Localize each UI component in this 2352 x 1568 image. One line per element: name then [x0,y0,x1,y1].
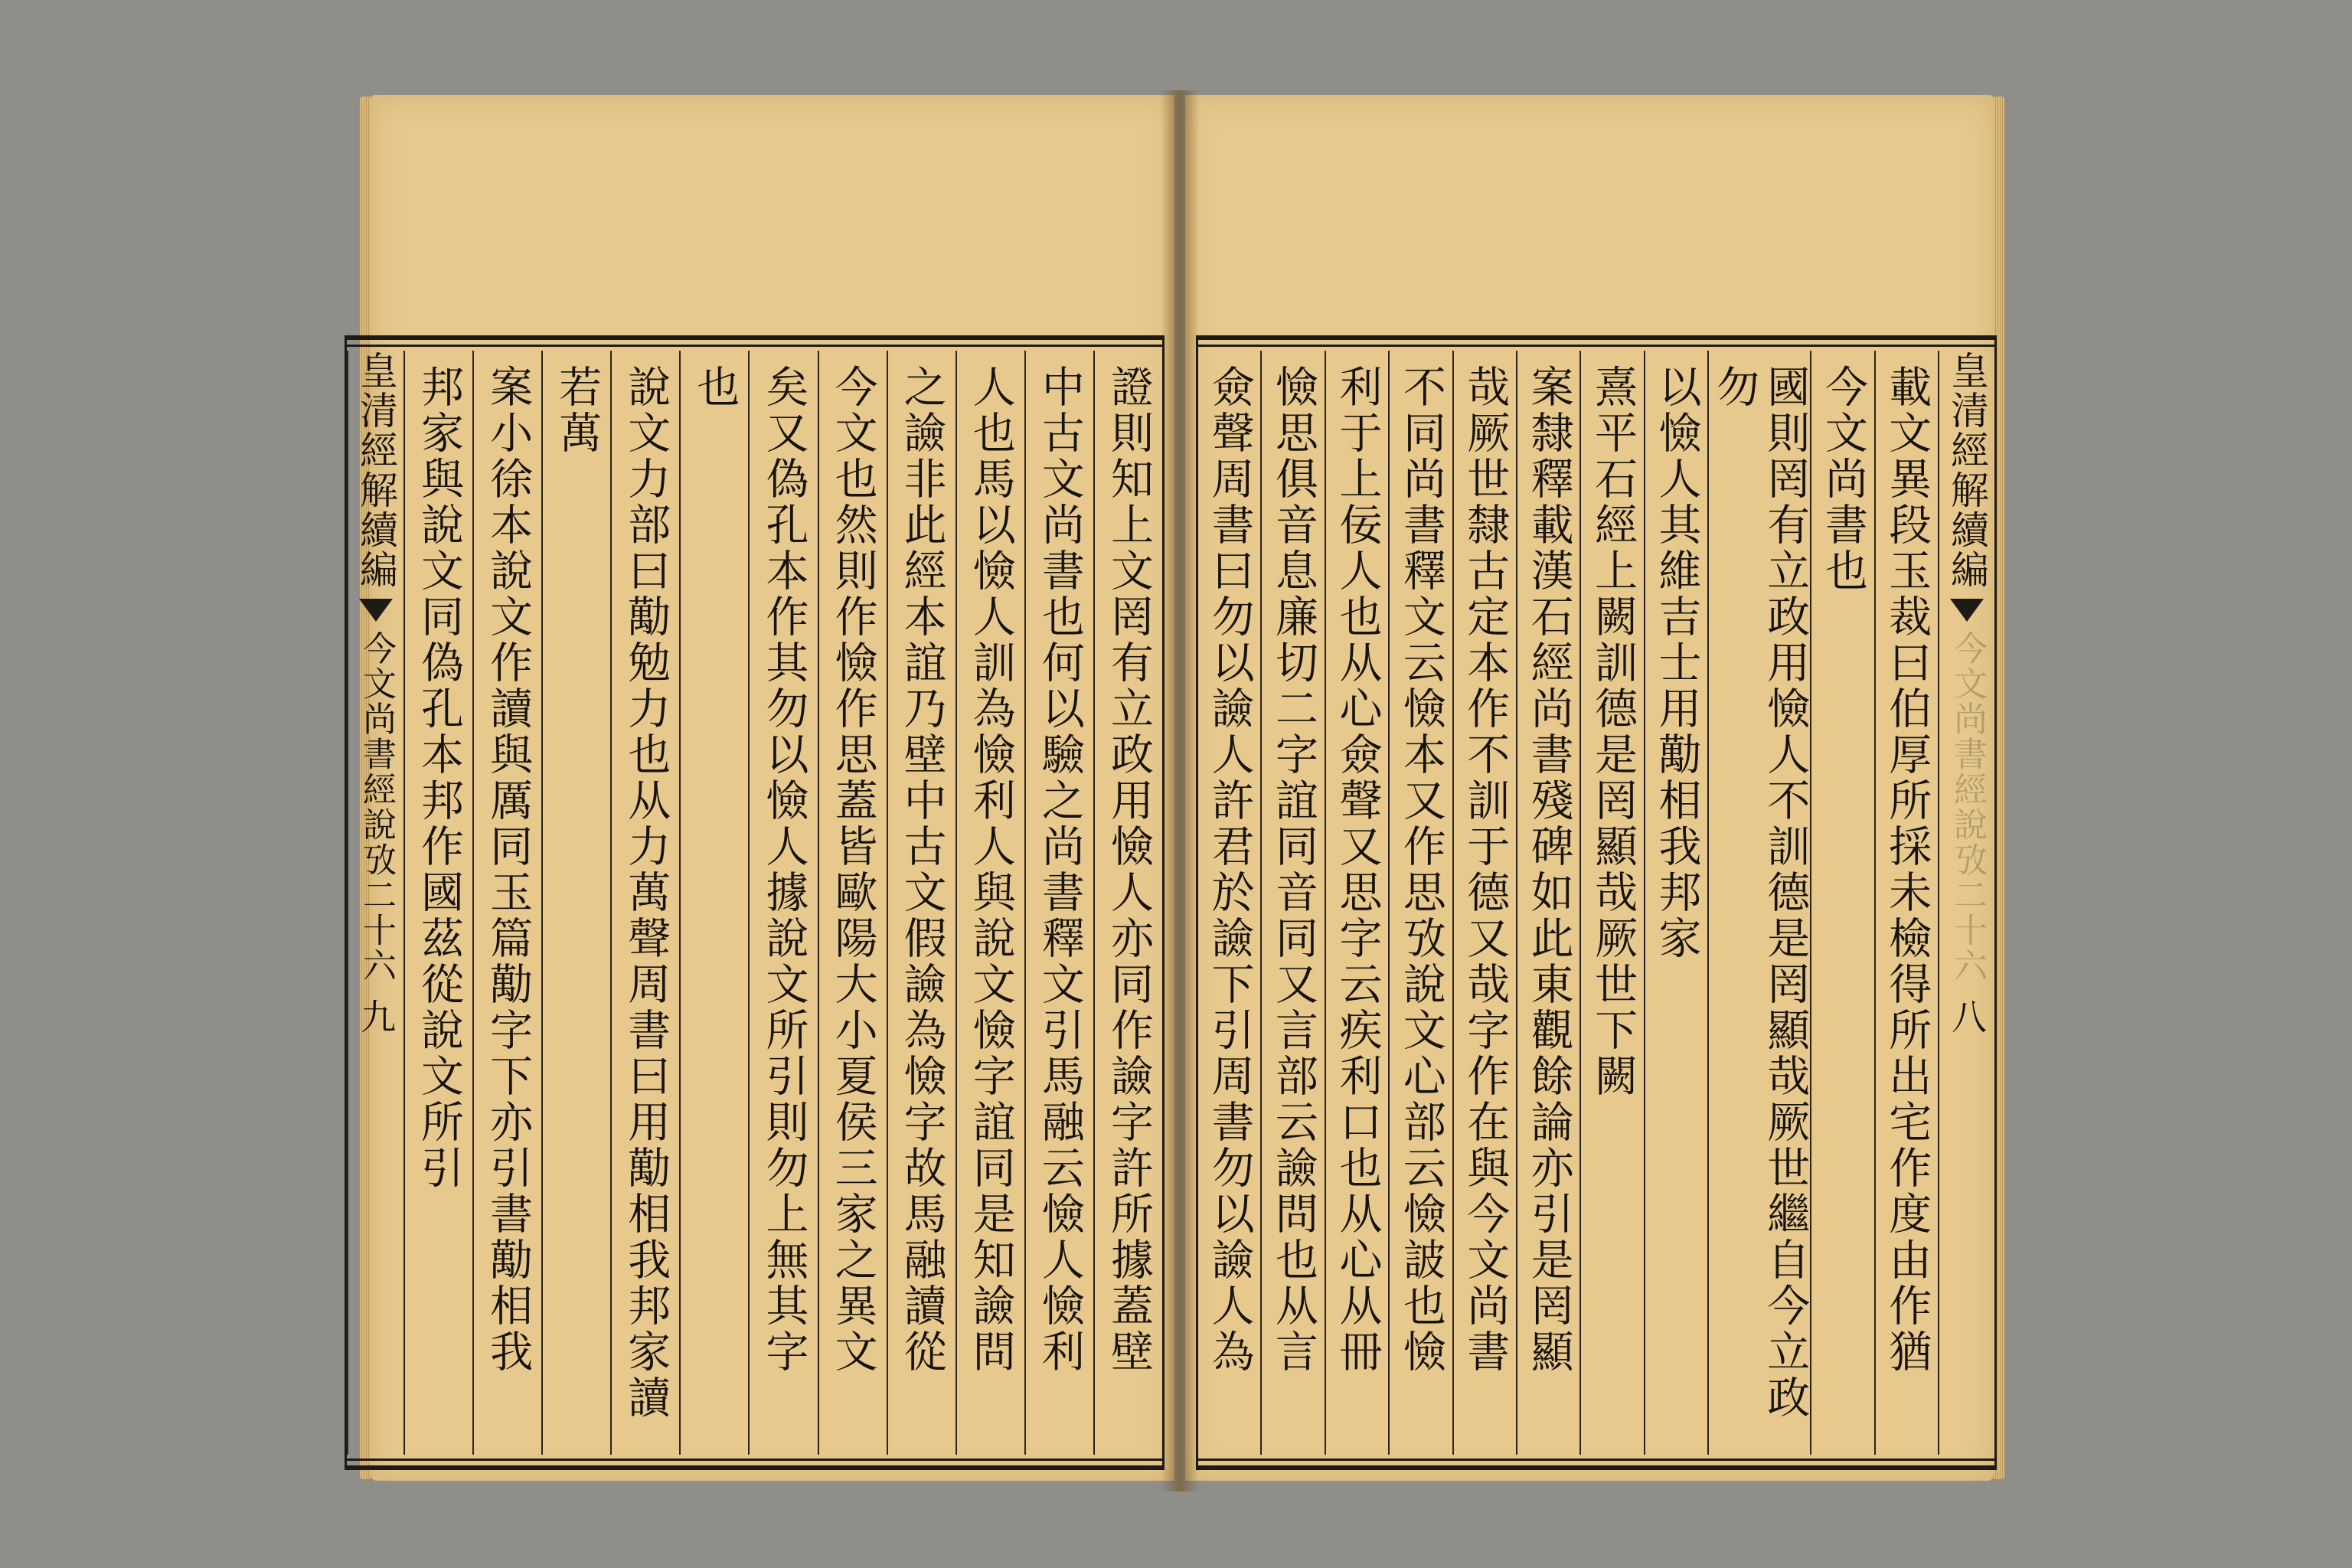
book-title: 皇清經解續編 [1945,351,1989,590]
fish-tail-mark [359,599,393,622]
section-title: 今文尚書經說攷二十六 [356,631,396,983]
text-column: 哉厥世隸古定本作不訓于德又哉字作在與今文尚書 [1452,351,1516,1455]
open-book [353,90,2006,1491]
text-column: 證則知上文罔有立政用憸人亦同作譣字許所據蓋壁 [1093,351,1162,1455]
text-column: 說文力部曰勱勉力也从力萬聲周書曰用勱相我邦家讀 [610,351,679,1455]
text-column: 邦家與說文同偽孔本邦作國茲從說文所引 [403,351,472,1455]
fish-tail-mark [1950,599,1984,622]
text-column: 以憸人其維吉士用勱相我邦家 [1644,351,1707,1455]
section-title: 今文尚書經說攷二十六 [1948,631,1987,983]
text-column: 案隸釋載漢石經尚書殘碑如此東觀餘論亦引是罔顯 [1516,351,1579,1455]
page-banner [1938,351,1994,1455]
text-column: 載文異段玉裁曰伯厚所採未檢得所出宅作度由作猶 [1874,351,1938,1455]
text-column: 今文尚書也 [1810,351,1873,1455]
text-column: 中古文尚書也何以驗之尚書釋文引馬融云憸人憸利 [1024,351,1093,1455]
text-column: 利于上佞人也从心僉聲又思字云疾利口也从心从冊 [1325,351,1388,1455]
book-gutter [1161,90,1199,1491]
page-number: 九 [354,998,397,1034]
text-column: 僉聲周書曰勿以譣人許君於譣下引周書勿以譣人為 [1204,364,1255,1375]
text-column: 也 [679,351,748,1455]
page-banner [347,351,403,1455]
text-column: 憸思俱音息廉切二字誼同音同又言部云譣問也从言 [1260,351,1324,1455]
text-column: 人也馬以憸人訓為憸利人與說文憸字誼同是知譣問 [956,351,1024,1455]
right-page-text-frame [1196,335,1997,1470]
left-page-text-frame [345,335,1165,1470]
text-column: 熹平石經上闕訓德是罔顯哉厥世下闕 [1579,351,1643,1455]
text-column: 案小徐本說文作讀與厲同玉篇勱字下亦引書勱相我 [472,351,541,1455]
text-column: 今文也然則作憸作思蓋皆歐陽大小夏侯三家之異文 [818,351,887,1455]
text-column: 矣又偽孔本作其勿以憸人據說文所引則勿上無其字 [748,351,817,1455]
page-number: 八 [1946,998,1988,1034]
book-title: 皇清經解續編 [353,351,398,590]
text-column: 若萬 [541,351,610,1455]
text-column: 國則罔有立政用憸人不訓德是罔顯哉厥世繼自今立政勿 [1707,351,1810,1455]
text-column: 之譣非此經本誼乃壁中古文假譣為憸字故馬融讀從 [887,351,956,1455]
text-column: 不同尚書釋文云憸本又作思攷說文心部云憸詖也憸 [1388,351,1452,1455]
